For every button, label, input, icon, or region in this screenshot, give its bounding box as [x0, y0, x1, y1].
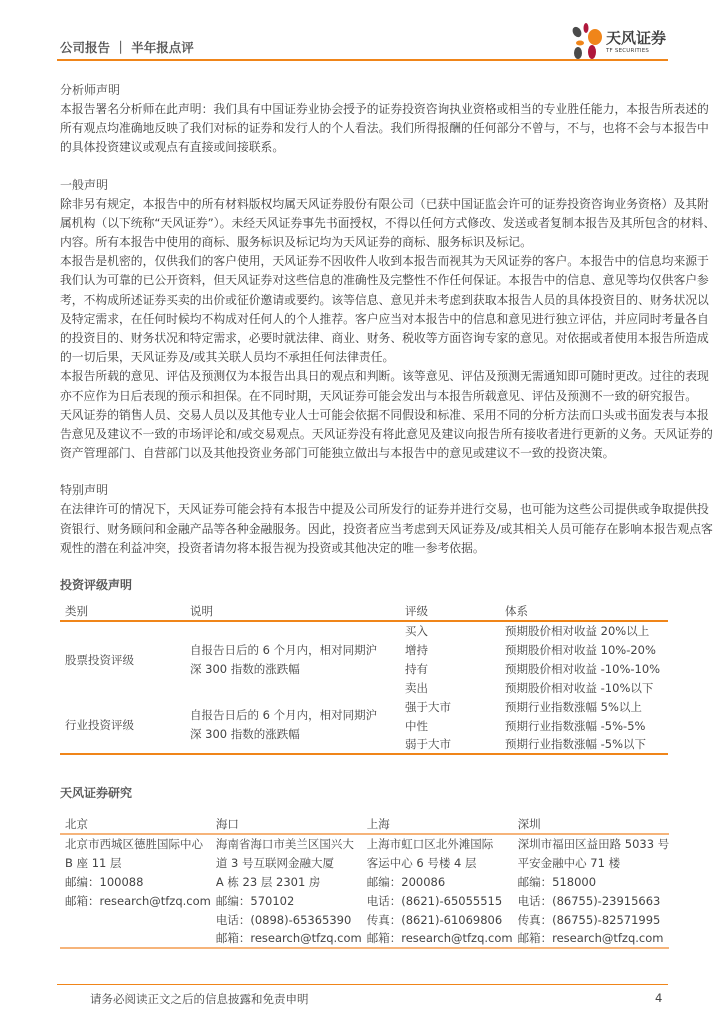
paragraph-line: 的一切后果，天风证券及/或其关联人员均不承担任何法律责任。 — [60, 350, 395, 365]
paragraph-line: 本报告是机密的，仅供我们的客户使用，天风证券不因收件人收到本报告而视其为天风证券的客户。本报告中的信息均来源于 — [60, 254, 709, 269]
office-detail: 平安金融中心 71 楼 — [517, 855, 621, 870]
office-detail: 海南省海口市美兰区国兴大 — [215, 837, 354, 851]
rating-criteria: 预期行业指数涨幅 5%以上 — [505, 699, 642, 714]
table-row — [60, 834, 669, 853]
office-detail: 道 3 号互联网金融大厦 — [215, 855, 335, 870]
office-detail: 电话：(0898)-65365390 — [215, 912, 352, 927]
paragraph-line: 资产管理部门、自营部门以及其他投资业务部门可能独立做出与本报告中的意见或建议不一致的投资决策。 — [60, 446, 615, 461]
office-detail: 邮编：518000 — [517, 874, 597, 889]
logo-subtext: TF SECURITIES — [606, 48, 650, 54]
paragraph-line: 我们认为可靠的已公开资料，但天风证券对这些信息的准确性及完整性不作任何保证。本报告中的信息、意见等均仅供客户参 — [60, 273, 709, 288]
office-detail: 邮箱：research@tfzq.com — [513, 929, 670, 948]
page-number: 4 — [655, 991, 663, 1005]
rating-category: 股票投资评级 — [65, 652, 134, 667]
table-row — [60, 697, 668, 716]
office-detail: B 座 11 层 — [65, 855, 122, 870]
office-detail — [60, 910, 211, 929]
rating-level: 持有 — [405, 661, 428, 676]
office-detail: 传真：(8621)-61069806 — [366, 912, 503, 927]
rating-level: 强于大市 — [405, 699, 451, 714]
section-title: 特别声明 — [60, 483, 109, 498]
rating-table — [60, 601, 668, 755]
company-logo — [568, 22, 668, 60]
rating-level: 中性 — [405, 718, 428, 733]
rating-level: 弱于大市 — [400, 735, 500, 754]
office-city: 北京 — [60, 815, 211, 834]
footer-divider — [57, 984, 668, 985]
table-row — [60, 872, 669, 891]
paragraph-line: 除非另有规定，本报告中的所有材料版权均属天风证券股份有限公司（已获中国证监会许可的证券投资咨询业务资格）及其附 — [60, 196, 709, 211]
section-title: 一般声明 — [60, 177, 109, 192]
office-detail — [60, 929, 211, 948]
office-detail: 深圳市福田区益田路 5033 号 — [517, 837, 670, 851]
paragraph-line: 亦不应作为日后表现的预示和担保。在不同时期，天风证券可能会发出与本报告所载意见、评估及预测不一致的研究报告。 — [60, 388, 698, 403]
rating-criteria: 预期股价相对收益 -10%-10% — [505, 661, 661, 676]
office-detail: 邮箱：research@tfzq.com — [65, 893, 211, 908]
column-header: 类别 — [60, 601, 185, 621]
paragraph-line: 在法律许可的情况下，天风证券可能会持有本报告中提及公司所发行的证券并进行交易，也可能为这些公司提供或争取提供投 — [60, 502, 709, 517]
analyst-statement — [60, 81, 716, 558]
office-detail: 传真：(86755)-82571995 — [517, 912, 661, 927]
header-divider — [57, 59, 668, 61]
paragraph-line: 观性的潜在利益冲突，投资者请勿将本报告视为投资或其他决定的唯一参考依据。 — [60, 540, 485, 555]
paragraph-line: 本报告署名分析师在此声明：我们具有中国证券业协会授予的证券投资咨询执业资格或相当的专业胜任能力，本报告所表述的 — [60, 102, 709, 116]
paragraph-line: 及特定需求，在任何时候均不构成对任何人的个人推荐。客户应当对本报告中的信息和意见进行独立评估，并应同时考量各自 — [60, 311, 709, 326]
office-city: 海口 — [211, 815, 362, 834]
description-line: 深 300 指数的涨跌幅 — [190, 661, 300, 676]
paragraph-line: 属机构（以下统称“天风证券”）。未经天风证券事先书面授权，不得以任何方式修改、发送或者复制本报告及其所包含的材料、 — [60, 215, 716, 230]
logo-text: 天风证券 — [606, 29, 667, 47]
description-line: 深 300 指数的涨跌幅 — [190, 727, 300, 741]
rating-level: 买入 — [405, 624, 428, 638]
paragraph-line: 本报告所载的意见、评估及预测仅为本报告出具日的观点和判断。该等意见、评估及预测无需通知即可随时更改。过往的表现 — [60, 369, 709, 384]
paragraph-line: 的投资目的、财务状况和特定需求，必要时就法律、商业、财务、税收等方面咨询专家的意见。对依据或者使用本报告所造成 — [60, 331, 709, 346]
paragraph-line: 天风证券的销售人员、交易人员以及其他专业人士可能会依据不同假设和标准、采用不同的分析方法而口头或书面发表与本报 — [60, 407, 709, 422]
rating-description — [185, 697, 400, 754]
logo-mark-icon — [568, 22, 604, 60]
rating-criteria: 预期股价相对收益 10%-20% — [505, 642, 656, 657]
office-detail: 邮编：100088 — [65, 874, 144, 889]
table-row — [60, 621, 668, 640]
description-line: 自报告日后的 6 个月内，相对同期沪 — [190, 642, 378, 657]
paragraph-line: 所有观点均准确地反映了我们对标的证券和发行人的个人看法。我们所得报酬的任何部分不曾与，不与，也将不会与本报告中 — [60, 121, 709, 136]
rating-criteria: 预期行业指数涨幅 -5%-5% — [505, 718, 646, 733]
office-detail: 客运中心 6 号楼 4 层 — [366, 855, 477, 870]
table-row — [60, 853, 669, 872]
rating-criteria: 预期股价相对收益 20%以上 — [505, 624, 650, 638]
rating-section-title: 投资评级声明 — [60, 578, 133, 592]
table-row — [60, 891, 669, 910]
office-detail: 电话：(8621)-65055515 — [366, 893, 503, 908]
rating-criteria: 预期股价相对收益 -10%以下 — [505, 680, 654, 695]
disclaimer-note: 请务必阅读正文之后的信息披露和免责申明 — [90, 992, 309, 1006]
section-title: 分析师声明 — [60, 83, 121, 97]
rating-level: 增持 — [405, 642, 428, 657]
office-detail: A 栋 23 层 2301 房 — [215, 874, 321, 889]
report-type-header: 公司报告 ｜ 半年报点评 — [60, 40, 194, 55]
rating-description — [185, 621, 400, 697]
office-city: 深圳 — [513, 815, 670, 834]
contacts-table — [60, 815, 669, 949]
office-detail: 上海市虹口区北外滩国际 — [366, 837, 494, 851]
office-detail: 邮箱：research@tfzq.com — [211, 929, 362, 948]
paragraph-line: 的具体投资建议或观点有直接或间接联系。 — [60, 140, 285, 155]
rating-category: 行业投资评级 — [60, 697, 185, 754]
office-city: 上海 — [362, 815, 513, 834]
paragraph-line: 资银行、财务顾问和金融产品等各种金融服务。因此，投资者应当考虑到天风证券及/或其相关人员可能存在影响本报告观点客 — [60, 521, 713, 536]
research-section-title: 天风证券研究 — [60, 786, 133, 800]
rating-level: 卖出 — [405, 680, 428, 695]
office-detail: 电话：(86755)-23915663 — [517, 893, 661, 908]
office-detail: 邮箱：research@tfzq.com — [362, 929, 513, 948]
paragraph-line: 告意见及建议不一致的市场评论和/或交易观点。天风证券没有将此意见及建议向报告所有接收者进行更新的义务。天风证券的 — [60, 427, 713, 442]
paragraph-line: 内容。所有本报告中使用的商标、服务标识及标记均为天风证券的商标、服务标识及标记。 — [60, 235, 532, 250]
office-detail: 邮编：570102 — [215, 893, 295, 908]
column-header: 说明 — [185, 601, 400, 621]
table-row — [60, 929, 669, 948]
table-row — [60, 910, 669, 929]
column-header: 体系 — [500, 601, 668, 621]
rating-criteria: 预期行业指数涨幅 -5%以下 — [500, 735, 668, 754]
paragraph-line: 考，不构成所述证券买卖的出价或征价邀请或要约。该等信息、意见并未考虑到获取本报告人员的具体投资目的、财务状况以 — [60, 292, 709, 307]
office-detail: 北京市西城区德胜国际中心 — [65, 837, 203, 851]
description-line: 自报告日后的 6 个月内，相对同期沪 — [190, 708, 378, 722]
office-detail: 邮编：200086 — [366, 874, 446, 889]
column-header: 评级 — [400, 601, 500, 621]
